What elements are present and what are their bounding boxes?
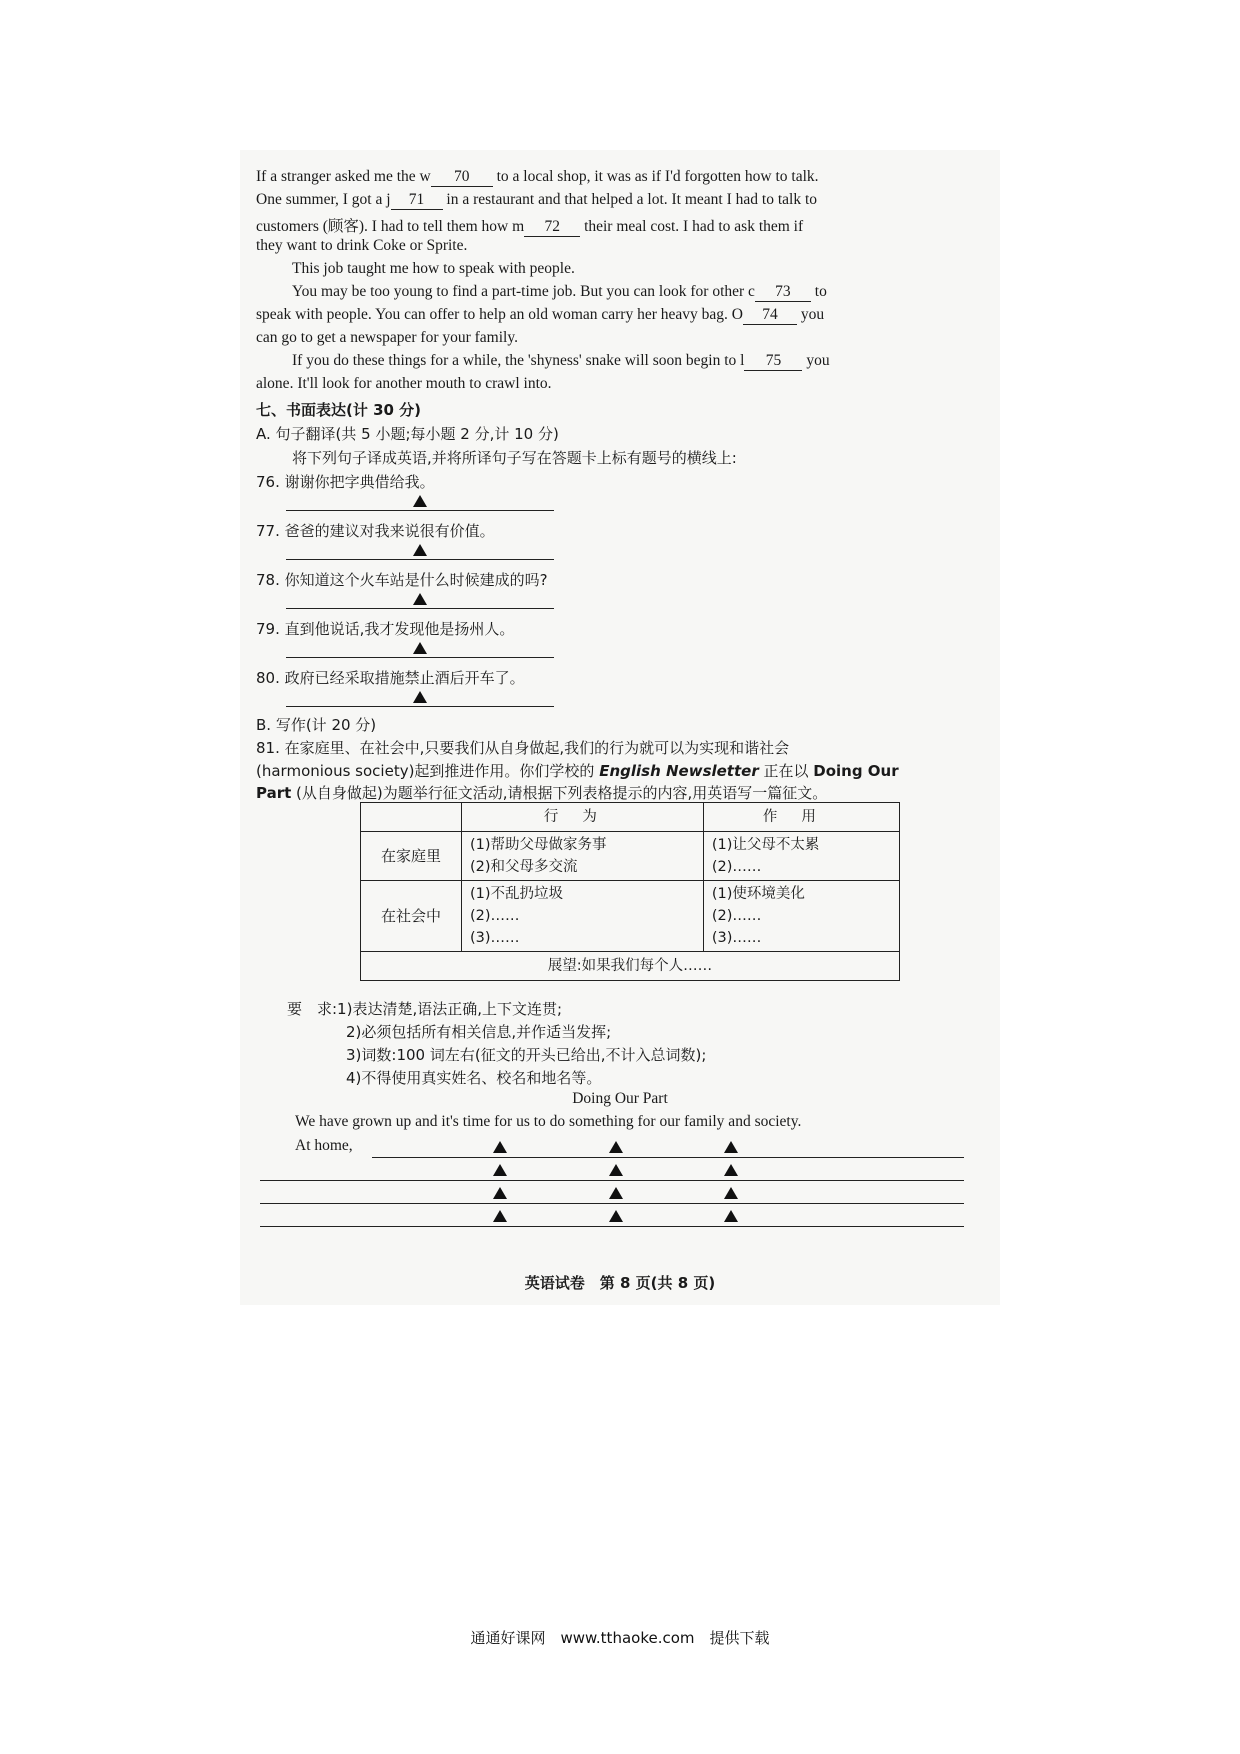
prompt-text: (harmonious society)起到推进作用。你们学校的 (256, 762, 600, 780)
passage-line-5: This job taught me how to speak with people. (292, 260, 575, 277)
passage-line-9 (292, 352, 830, 371)
question-79: 79. 直到他说话,我才发现他是扬州人。 (256, 620, 515, 638)
passage-line-10: alone. It'll look for another mouth to crawl into. (256, 375, 552, 392)
prompt-table (360, 802, 900, 981)
passage-line-2 (256, 191, 817, 210)
blank-71: 71 (391, 191, 443, 210)
passage-text: to (814, 283, 827, 300)
passage-line-4: they want to drink Coke or Sprite. (256, 237, 468, 254)
triangle-marker-icon (413, 691, 427, 703)
question-81-line-2 (256, 760, 899, 781)
table-cell-text: (2)…… (711, 859, 762, 875)
essay-line-2[interactable] (260, 1180, 964, 1181)
triangle-marker-icon (413, 544, 427, 556)
part-a-heading: A. 句子翻译(共 5 小题;每小题 2 分,计 10 分) (256, 425, 559, 443)
table-cell-text: (3)…… (711, 930, 762, 946)
triangle-marker-icon (609, 1187, 623, 1199)
passage-text: in a restaurant and that helped a lot. It meant I had to talk to (446, 191, 818, 208)
triangle-marker-icon (493, 1141, 507, 1153)
table-cell-text: (1)使环境美化 (711, 886, 805, 902)
table-cell-text: (1)让父母不太累 (711, 837, 820, 853)
passage-text: You may be too young to find a part-time job. But you can look for other c (292, 283, 755, 300)
blank-75: 75 (744, 352, 802, 371)
question-80: 80. 政府已经采取措施禁止酒后开车了。 (256, 669, 525, 687)
part-b-heading: B. 写作(计 20 分) (256, 716, 377, 734)
table-corner (361, 803, 462, 832)
essay-title: Doing Our Part (572, 1090, 668, 1107)
question-81-line-1: 81. 在家庭里、在社会中,只要我们从自身做起,我们的行为就可以为实现和谐社会 (256, 739, 790, 757)
triangle-marker-icon (724, 1141, 738, 1153)
question-76: 76. 谢谢你把字典借给我。 (256, 473, 435, 491)
answer-line-76[interactable] (286, 510, 554, 511)
triangle-marker-icon (493, 1164, 507, 1176)
answer-line-78[interactable] (286, 608, 554, 609)
essay-start: At home, (295, 1137, 353, 1154)
section-heading: 七、书面表达(计 30 分) (256, 401, 422, 419)
passage-text: customers (顾客). I had to tell them how m (256, 218, 525, 235)
home-effects (703, 832, 899, 881)
triangle-marker-icon (724, 1187, 738, 1199)
essay-line-3[interactable] (260, 1203, 964, 1204)
question-78: 78. 你知道这个火车站是什么时候建成的吗? (256, 571, 548, 589)
passage-line-7 (256, 306, 824, 325)
header-actions: 行为 (462, 803, 704, 832)
passage-line-3 (256, 214, 803, 237)
blank-70: 70 (431, 168, 493, 187)
answer-line-79[interactable] (286, 657, 554, 658)
prompt-text: (从自身做起)为题举行征文活动,请根据下列表格提示的内容,用英语写一篇征文。 (291, 784, 828, 802)
requirement-3: 3)词数:100 词左右(征文的开头已给出,不计入总词数); (346, 1046, 707, 1064)
home-actions (462, 832, 704, 881)
society-effects (703, 881, 899, 952)
outlook-row: 展望:如果我们每个人…… (361, 952, 900, 981)
requirement-4: 4)不得使用真实姓名、校名和地名等。 (346, 1069, 602, 1087)
triangle-marker-icon (413, 495, 427, 507)
question-77: 77. 爸爸的建议对我来说很有价值。 (256, 522, 495, 540)
row-label-society: 在社会中 (361, 881, 462, 952)
triangle-marker-icon (724, 1164, 738, 1176)
essay-line-1[interactable] (372, 1157, 964, 1158)
essay-topic: Part (256, 784, 292, 802)
triangle-marker-icon (413, 593, 427, 605)
essay-line-4[interactable] (260, 1226, 964, 1227)
passage-line-1 (256, 168, 819, 187)
part-a-instruction: 将下列句子译成英语,并将所译句子写在答题卡上标有题号的横线上: (292, 449, 737, 467)
triangle-marker-icon (609, 1141, 623, 1153)
triangle-marker-icon (609, 1164, 623, 1176)
blank-74: 74 (743, 306, 797, 325)
passage-line-6 (292, 283, 827, 302)
newsletter-name: English Newsletter (599, 762, 759, 780)
header-effects: 作用 (703, 803, 899, 832)
answer-line-80[interactable] (286, 706, 554, 707)
blank-72: 72 (524, 218, 580, 237)
triangle-marker-icon (493, 1187, 507, 1199)
table-cell-text: (2)…… (470, 908, 520, 924)
download-source-note: 通通好课网 www.tthaoke.com 提供下载 (470, 1629, 770, 1647)
passage-text: to a local shop, it was as if I'd forgotten how to talk. (496, 168, 819, 185)
society-actions (462, 881, 704, 952)
blank-73: 73 (755, 283, 811, 302)
page-number: 英语试卷 第 8 页(共 8 页) (524, 1274, 716, 1292)
row-label-home: 在家庭里 (361, 832, 462, 881)
prompt-text: 正在以 (758, 762, 814, 780)
essay-opening: We have grown up and it's time for us to do something for our family and society. (295, 1113, 802, 1130)
triangle-marker-icon (493, 1210, 507, 1222)
triangle-marker-icon (724, 1210, 738, 1222)
passage-text: One summer, I got a j (256, 191, 391, 208)
triangle-marker-icon (413, 642, 427, 654)
table-cell-text: (3)…… (470, 930, 520, 946)
requirement-1: 要 求:1)表达清楚,语法正确,上下文连贯; (287, 1000, 563, 1018)
passage-text: If you do these things for a while, the 'shyness' snake will soon begin to l (292, 352, 745, 369)
passage-text: their meal cost. I had to ask them if (584, 218, 804, 235)
essay-topic: Doing Our (813, 762, 899, 780)
passage-text: you (800, 306, 825, 323)
table-cell-text: (1)帮助父母做家务事 (470, 837, 607, 853)
passage-text: you (806, 352, 830, 369)
answer-line-77[interactable] (286, 559, 554, 560)
table-cell-text: (1)不乱扔垃圾 (470, 886, 564, 902)
requirement-2: 2)必须包括所有相关信息,并作适当发挥; (346, 1023, 612, 1041)
triangle-marker-icon (609, 1210, 623, 1222)
question-81-line-3 (256, 782, 827, 803)
passage-text: If a stranger asked me the w (256, 168, 431, 185)
passage-line-8: can go to get a newspaper for your family. (256, 329, 518, 346)
table-cell-text: (2)…… (711, 908, 762, 924)
passage-text: speak with people. You can offer to help an old woman carry her heavy bag. O (256, 306, 743, 323)
table-cell-text: (2)和父母多交流 (470, 859, 578, 875)
